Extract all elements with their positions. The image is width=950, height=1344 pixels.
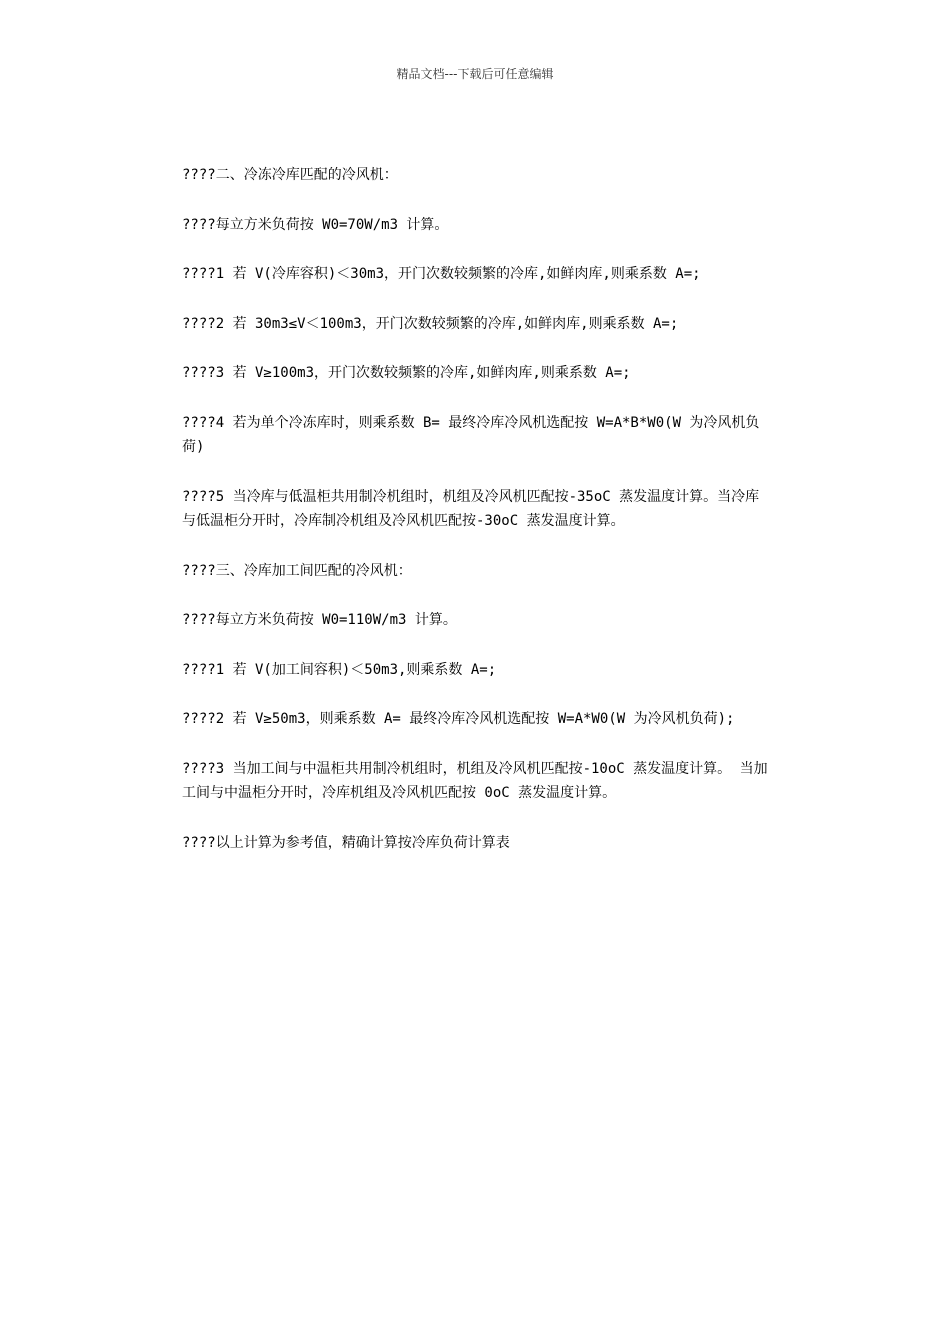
paragraph-rule-5: ????5 当冷库与低温柜共用制冷机组时，机组及冷风机匹配按-35oC 蒸发温度计算。当冷库与低温柜分开时，冷库制冷机组及冷风机匹配按-30oC 蒸发温度计算。	[182, 488, 760, 529]
document-body	[182, 163, 772, 880]
section-heading-processing-room: ????三、冷库加工间匹配的冷风机：	[182, 562, 412, 579]
paragraph-processing-rule-3: ????3 当加工间与中温柜共用制冷机组时，机组及冷风机匹配按-10oC 蒸发温度计算。 当加工间与中温柜分开时，冷库机组及冷风机匹配按 0oC 蒸发温度计算。	[182, 760, 768, 801]
paragraph-rule-1: ????1 若 V(冷库容积)＜30m3，开门次数较频繁的冷库,如鲜肉库,则乘系数 A=;	[182, 266, 701, 282]
section-heading-freezer: ????二、冷冻冷库匹配的冷风机：	[182, 167, 398, 183]
paragraph-rule-2: ????2 若 30m3≤V＜100m3，开门次数较频繁的冷库,如鲜肉库,则乘系数 A=;	[182, 315, 679, 332]
paragraph-rule-4: ????4 若为单个冷冻库时，则乘系数 B= 最终冷库冷风机选配按 W=A*B*W0(W 为冷风机负荷)	[182, 414, 760, 455]
paragraph-rule-3: ????3 若 V≥100m3，开门次数较频繁的冷库,如鲜肉库,则乘系数 A=;	[182, 365, 631, 381]
paragraph-processing-rule-1: ????1 若 V(加工间容积)＜50m3,则乘系数 A=;	[182, 661, 497, 678]
paragraph-processing-rule-2: ????2 若 V≥50m3，则乘系数 A= 最终冷库冷风机选配按 W=A*W0(W 为冷风机负荷);	[182, 711, 735, 727]
paragraph-note: ????以上计算为参考值，精确计算按冷库负荷计算表	[182, 834, 510, 851]
paragraph-load-per-m3: ????每立方米负荷按 W0=70W/m3 计算。	[182, 216, 449, 233]
page-header: 精品文档---下载后可任意编辑	[396, 67, 554, 81]
paragraph-load-per-m3-processing: ????每立方米负荷按 W0=110W/m3 计算。	[182, 612, 457, 628]
